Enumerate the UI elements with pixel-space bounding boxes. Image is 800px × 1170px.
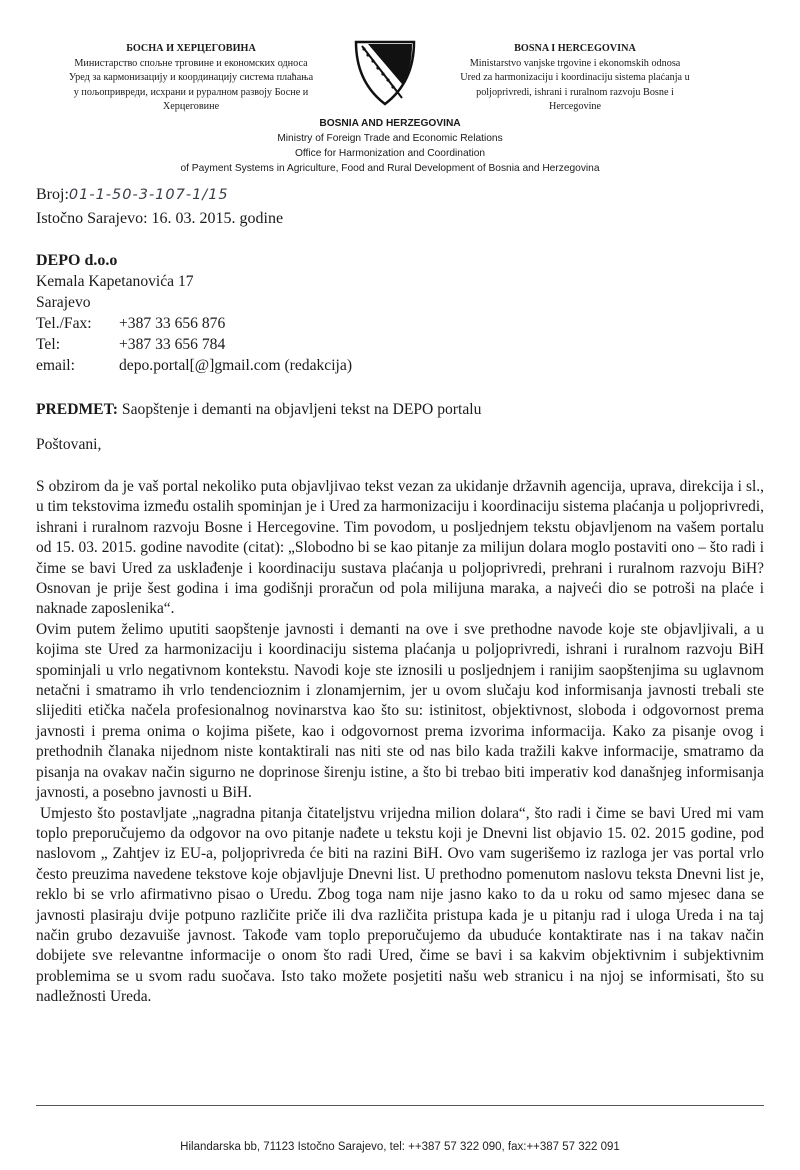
date-line: Istočno Sarajevo: 16. 03. 2015. godine — [36, 210, 284, 227]
letterhead-latin — [430, 42, 720, 115]
office-line-cyrillic-2: у пољопривреди, исхрани и руралном развоју Босне и — [73, 86, 309, 98]
handwritten-reference-number: 01-1-50-3-107-1/15 — [68, 187, 229, 203]
letterhead-english — [90, 116, 690, 176]
contact-value: +387 33 656 784 — [119, 336, 226, 353]
contact-label: Tel./Fax: — [36, 315, 92, 332]
footer-contact: Hilandarska bb, 71123 Istočno Sarajevo, tel: ++387 57 322 090, fax:++387 57 322 091 — [180, 1141, 620, 1153]
contact-label: Tel: — [36, 336, 61, 353]
contact-row — [36, 334, 352, 355]
body-paragraph: Umjesto što postavljate „nagradna pitanja čitateljstvu vrijedna milion dolara“, što radi i čime se bavi Ured mi vam toplo preporučujemo da odgovor na ovo pitanje nađete u tekstu koji je Dnevni list objavio 15. 02. 2015 godine, pod naslovom „ Zahtjev iz EU-a, poljoprivreda će biti na razini BiH. Ovo vam sugerišemo iz razloga jer vas portal vrlo često preuzima navedene tekstove koje objavljuje Dnevni list. U prethodno pomenutom naslovu teksta Dnevni list je, reklo bi se vrlo afirmativno pisao o Uredu. Zbog toga nam nije jasno kako to da u roku od samo mjesec dana se javnosti plasiraju dvije potpuno različite priče ili dva različita pristupa kada je u pitanju rad i uloga Ureda i na taj način grubo dezavuiše javnost. Takođe vam toplo preporučujemo da ubuduće kontaktirate nas i na takav način dobijete sve relevantne informacije o onom što radi Ured, čime se bavi i sa kakvim objektivnim i subjektivnim problemima se u svom radu suočava. Isto tako možete posjetiti našu web stranicu i na njoj se informisati, što su nadležnosti Ureda. — [36, 804, 764, 1006]
country-name-latin: BOSNA I HERCEGOVINA — [514, 43, 636, 54]
contact-value: depo.portal[@]gmail.com (redakcija) — [119, 357, 353, 374]
subject-text: Saopštenje i demanti na objavljeni tekst na DEPO portalu — [121, 401, 482, 418]
recipient-city: Sarajevo — [36, 294, 91, 311]
body-paragraph: Ovim putem želimo uputiti saopštenje javnosti i demanti na ove i sve prethodne navode koje ste objavljivali, a u kojima ste Ured za harmonizaciju i koordinaciju sistema plaćanja u poljoprivredi, ishrani i ruralnom razvoju BiH spominjali u vrlo negativnom kontekstu. Navodi koje ste iznosili u posljednjem i ranijim saopštenjima su uglavnom netačni i smatramo ih vrlo tendencioznim i zlonamjernim, jer u ovom slučaju kod informisanja javnosti trebali ste slijediti etička načela profesionalnog novinarstva kao što su: istinitost, objektivnost, sloboda i odgovornost prema javnosti i prema onima o kojima pišete, kao i odgovornost prema izvorima informacija. Kako za pisanje ovog i prethodnih članaka nijednom niste kontaktirali nas niti ste od nas bilo kada tražili kakve informacije, smatramo da pisanja na ovakav način sigurno ne doprinose širenju istine, a što bi trebao biti imperativ kod današnjeg informisanja javnosti, a posebno javnosti u BiH. — [36, 620, 764, 802]
letter-body — [36, 477, 764, 1008]
office-line-latin-1: Ured za harmonizaciju i koordinaciju sistema plaćanja u — [460, 72, 690, 83]
contact-row — [36, 313, 352, 334]
recipient-contacts — [36, 313, 352, 376]
recipient-address — [36, 250, 352, 376]
subject-line — [36, 401, 481, 419]
ministry-line-english: Ministry of Foreign Trade and Economic Relations — [277, 133, 503, 144]
office-line-latin-3: Hercegovine — [548, 101, 602, 112]
country-name-english: BOSNIA AND HERZEGOVINA — [319, 118, 461, 129]
office-line-english: Office for Harmonization and Coordination — [294, 148, 486, 159]
recipient-name: DEPO d.o.o — [36, 252, 118, 269]
contact-value: +387 33 656 876 — [119, 315, 226, 332]
office-line-cyrillic-1: Уред за кармонизацију и координацију система плаћања — [68, 72, 314, 83]
country-name-cyrillic: БОСНА И ХЕРЦЕГОВИНА — [126, 43, 256, 54]
office-line-cyrillic-3: Херцеговине — [162, 101, 220, 112]
payment-line-english: of Payment Systems in Agriculture, Food and Rural Development of Bosnia and Herzegovina — [180, 163, 600, 174]
footer-divider — [36, 1105, 764, 1106]
office-line-latin-2: poljoprivredi, ishrani i ruralnom razvoju Bosne i — [476, 86, 674, 98]
ministry-line-latin: Ministarstvo vanjske trgovine i ekonomskih odnosa — [469, 57, 681, 69]
recipient-street: Kemala Kapetanovića 17 — [36, 273, 194, 290]
letterhead-cyrillic — [50, 42, 332, 115]
reference-number — [36, 186, 229, 204]
reference-label: Broj: — [36, 186, 69, 203]
coat-of-arms-emblem — [350, 40, 420, 106]
ministry-line-cyrillic: Министарство спољне трговине и економских односа — [74, 57, 308, 69]
subject-label: PREDMET: — [36, 401, 119, 418]
contact-label: email: — [36, 357, 75, 374]
body-paragraph: S obzirom da je vaš portal nekoliko puta objavljivao tekst vezan za ukidanje državnih agencija, uprava, direkcija i sl., u tim tekstovima između ostalih spominjan je i Ured za harmonizaciju i koordinaciju sistema plaćanja u poljoprivredi, ishrani i ruralnom razvoju Bosne i Hercegovine. Tim povodom, u posljednjem tekstu objavljenom na vašem portalu od 15. 03. 2015. godine navodite (citat): „Slobodno bi se kao pitanje za milijun dolara moglo postaviti ono – što radi i čime se bavi Ured za usklađenje i koordinaciju sustava plaćanja u poljoprivredi, prehrani i ruralnom razvoju BiH? Osnovan je prije šest godina i ima godišnji proračun od pola milijuna maraka, a najveći dio se potroši na plaće i naknade zaposlenika“. — [36, 478, 764, 618]
contact-row — [36, 355, 352, 376]
greeting: Poštovani, — [36, 436, 102, 453]
